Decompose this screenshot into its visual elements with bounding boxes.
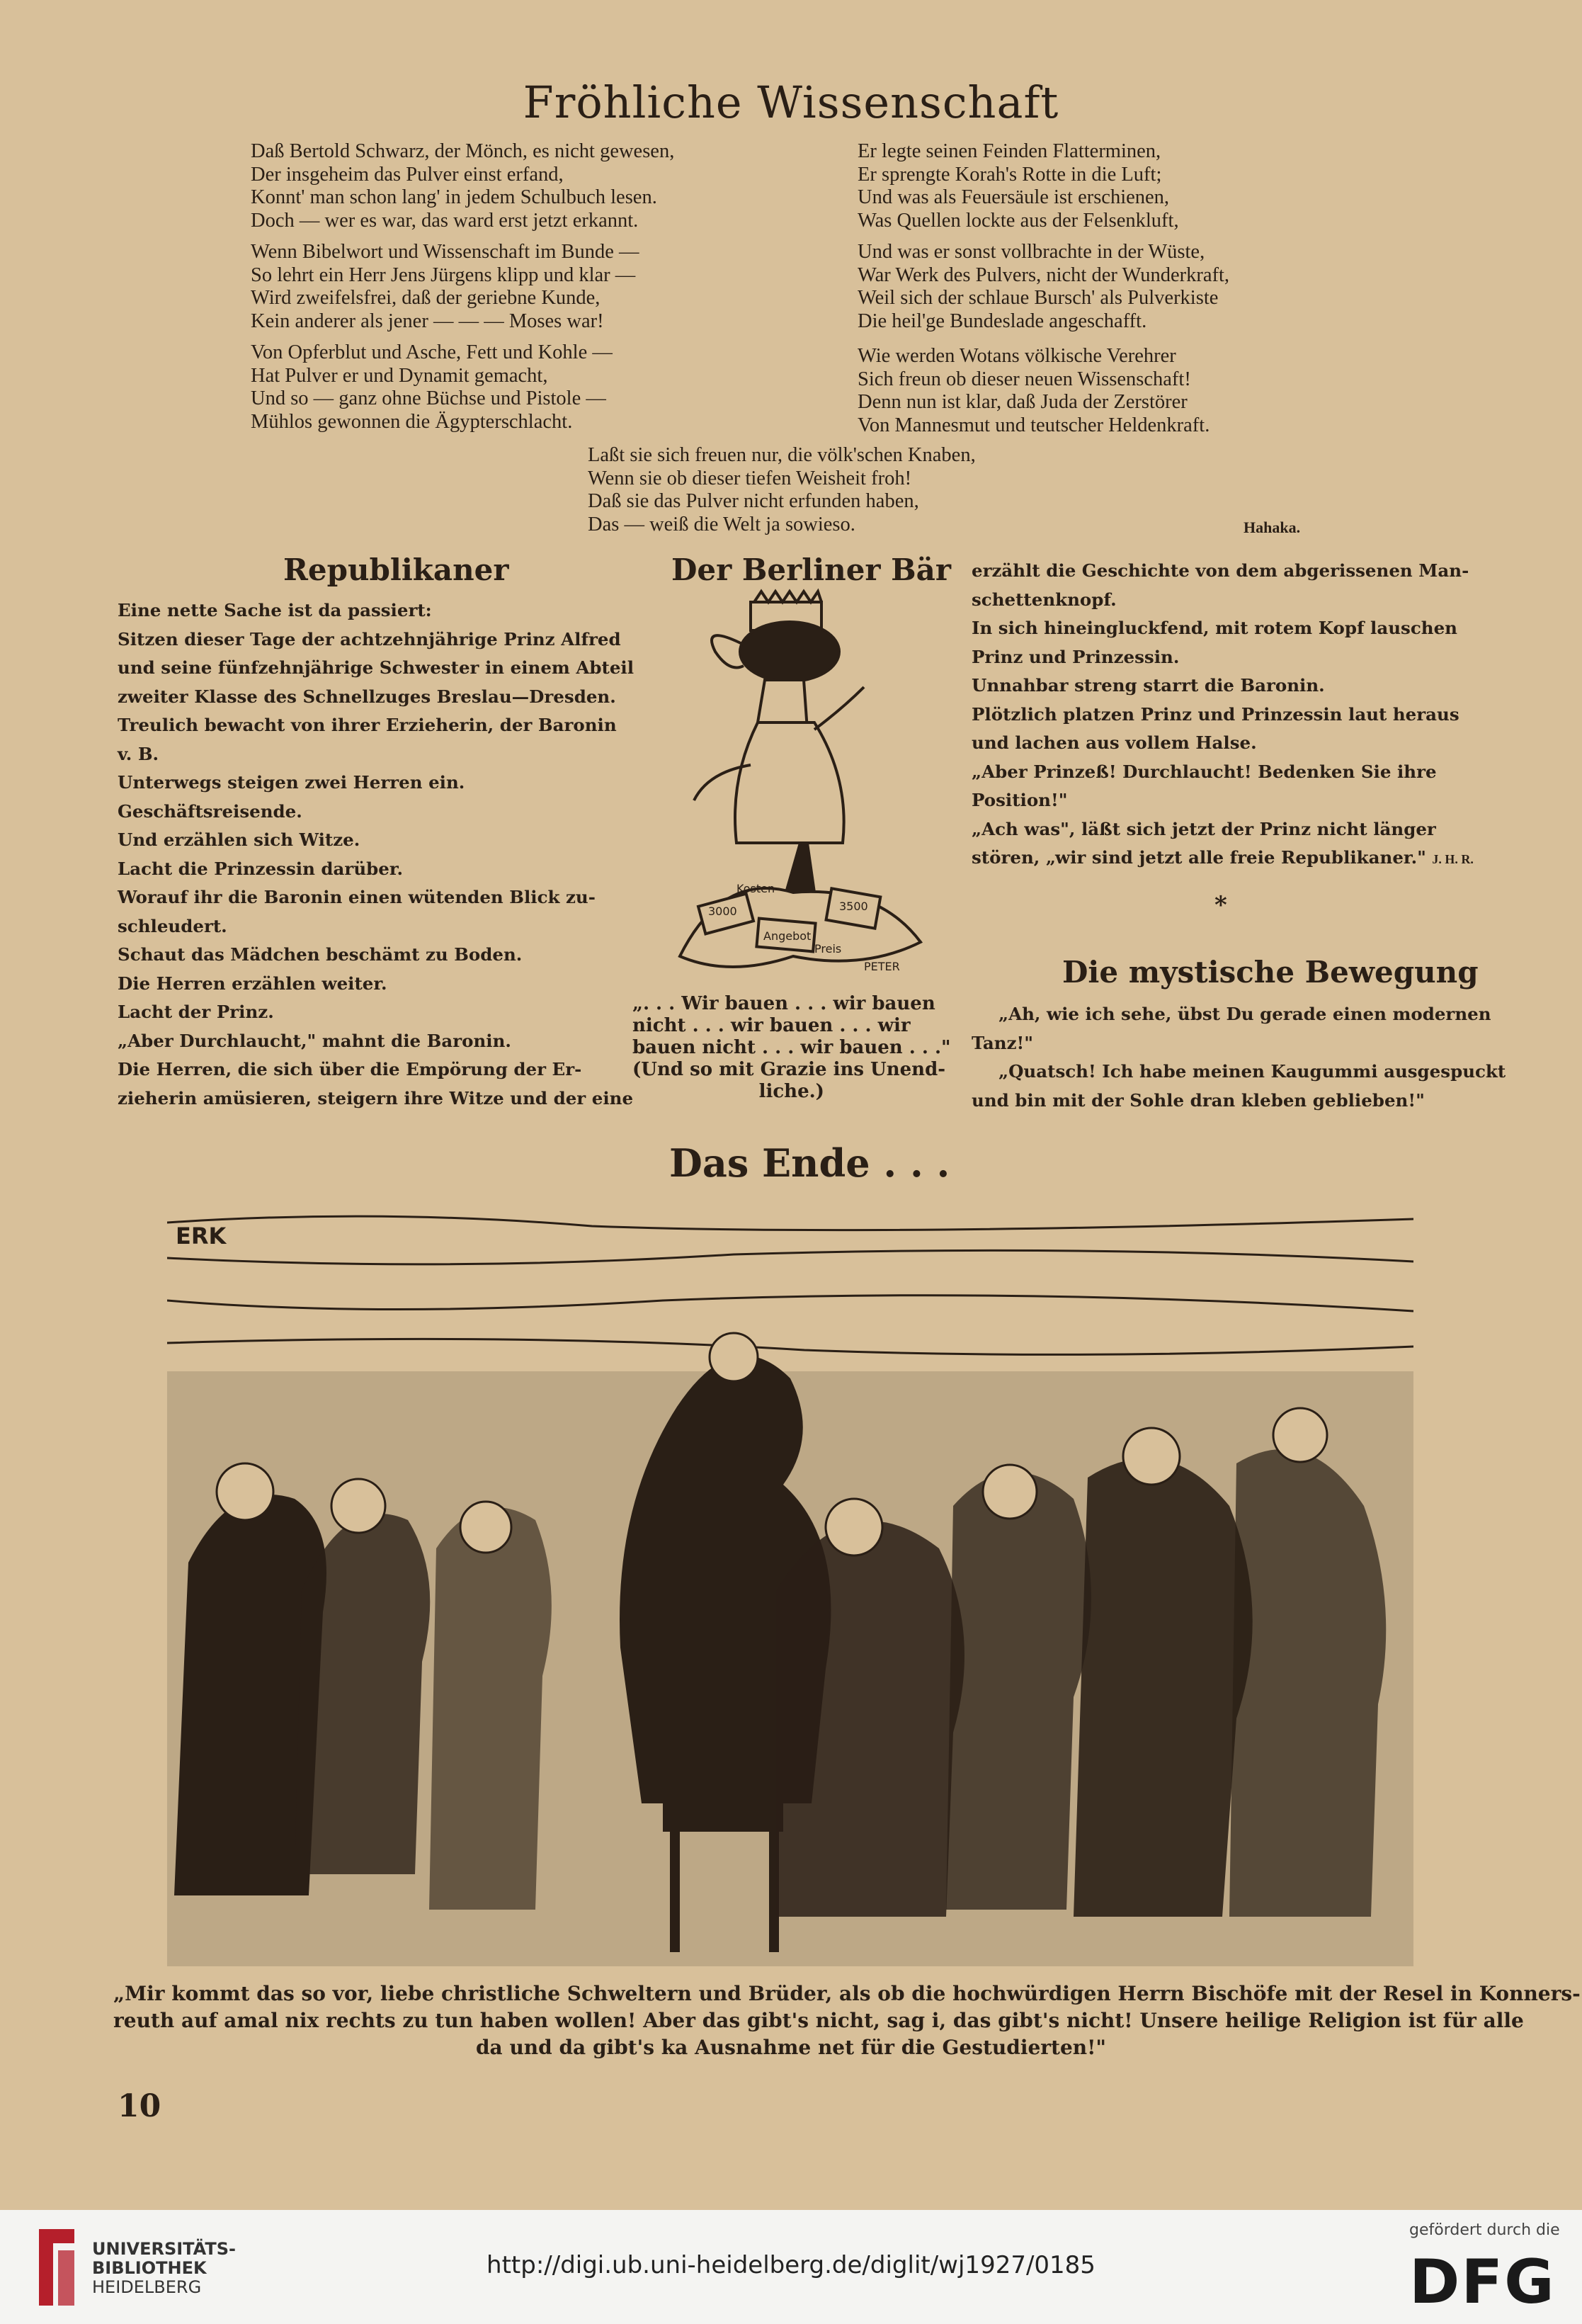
text-line: Eine nette Sache ist da passiert: [118,600,432,620]
text-line: zweiter Klasse des Schnellzuges Breslau—Dresden. [118,686,616,707]
poem-line: Wenn sie ob dieser tiefen Weisheit froh! [588,467,912,489]
poem-line: So lehrt ein Herr Jens Jürgens klipp und klar — [251,263,636,286]
text-line: Tanz!" [972,1032,1034,1053]
text-line: „Ah, wie ich sehe, übst Du gerade einen modernen [998,1004,1491,1024]
text-line: Unterwegs steigen zwei Herren ein. [118,772,465,793]
text-line: und lachen aus vollem Halse. [972,732,1257,753]
text-line: stören, „wir sind jetzt alle freie Republikaner." J. H. R. [972,847,1474,868]
paper-label: Angebot [763,929,812,943]
caption-line: bauen nicht . . . wir bauen . . ." [632,1037,951,1058]
text-line: v. B. [118,743,159,764]
text-line: In sich hineingluckfend, mit rotem Kopf lauschen [972,618,1457,638]
text-line: Und erzählen sich Witze. [118,829,360,850]
poem-line: Wenn Bibelwort und Wissenschaft im Bunde — [251,241,639,263]
text-line: Lacht die Prinzessin darüber. [118,858,404,879]
paper-label: Kosten [736,882,775,895]
page-number: 10 [118,2088,161,2124]
text-line: zieherin amüsieren, steigern ihre Witze und der eine [118,1087,634,1109]
text-line: Schaut das Mädchen beschämt zu Boden. [118,944,523,965]
poem-line: Er sprengte Korah's Rotte in die Luft; [858,163,1162,186]
text-line: „Aber Prinzeß! Durchlaucht! Bedenken Sie ihre [972,761,1437,782]
ende-title: Das Ende . . . [669,1140,950,1186]
poem-line: Weil sich der schlaue Bursch' als Pulverkiste [858,287,1219,309]
text-line: Geschäftsreisende. [118,800,302,822]
republikaner-title: Republikaner [283,552,509,587]
text-line: Sitzen dieser Tage der achtzehnjährige Prinz Alfred [118,628,621,650]
paper-label: Preis [814,942,842,956]
bear-illustration [637,588,942,985]
poem-right-stanza-2 [858,241,1229,333]
poem-line: Von Opferblut und Asche, Fett und Kohle — [251,341,613,363]
poem-line: Daß sie das Pulver nicht erfunden haben, [588,490,919,512]
poem-line: Er legte seinen Feinden Flatterminen, [858,140,1161,162]
document-url-link[interactable]: http://digi.ub.uni-heidelberg.de/diglit/wj1927/0185 [486,2251,1096,2279]
text-line: Die Herren, die sich über die Empörung der Er- [118,1059,582,1079]
poem-line: Denn nun ist klar, daß Juda der Zerstörer [858,391,1188,413]
artist-signature: ERK [176,1223,227,1249]
paper-label: 3000 [708,905,737,918]
poem-left-stanza-1 [251,140,674,232]
caption-line: liche.) [758,1081,824,1102]
poem-right-stanza-3 [858,345,1210,437]
poem-line: Und was er sonst vollbrachte in der Wüste, [858,241,1205,263]
university-library-name: UNIVERSITÄTS- BIBLIOTHEK HEIDELBERG [92,2239,237,2297]
funded-by-text: gefördert durch die [1409,2221,1560,2239]
poem-line: Mühlos gewonnen die Ägypterschlacht. [251,410,573,433]
republikaner-text-continued [972,557,1474,874]
caption-line: nicht . . . wir bauen . . . wir [632,1015,911,1036]
baer-caption [632,993,951,1103]
caption-line: (Und so mit Grazie ins Unend- [632,1059,946,1080]
poem-line: Kein anderer als jener — — — Moses war! [251,310,604,332]
text-line: Treulich bewacht von ihrer Erzieherin, der Baronin [118,715,617,735]
poem-line: Und was als Feuersäule ist erschienen, [858,186,1170,208]
poem-line: Von Mannesmut und teutscher Heldenkraft. [858,414,1210,436]
poem-line: Der insgeheim das Pulver einst erfand, [251,163,564,186]
poem-line: War Werk des Pulvers, nicht der Wunderkraft, [858,263,1230,286]
poem-left-stanza-3 [251,341,613,433]
text-line: Worauf ihr die Baronin einen wütenden Blick zu- [118,887,596,907]
poem-line: Sich freun ob dieser neuen Wissenschaft! [858,368,1191,390]
mystisch-title: Die mystische Bewegung [1062,955,1479,990]
poem-line: Und so — ganz ohne Büchse und Pistole — [251,387,606,409]
text-line: „Aber Durchlaucht," mahnt die Baronin. [118,1030,511,1051]
separator-asterisk: * [1214,891,1227,919]
viewer-footer [0,2210,1582,2324]
text-line: Die Herren erzählen weiter. [118,973,387,994]
republikaner-text [118,596,634,1113]
text-line: und seine fünfzehnjährige Schwester in einem Abteil [118,657,634,678]
caption-line: reuth auf amal nix rechts zu tun haben wollen! Aber das gibt's nicht, sag i, das gibt's nicht! Unsere heilige Religion ist für alle [113,2009,1524,2032]
text-line: schettenknopf. [972,589,1117,610]
text-line: Position!" [972,790,1068,810]
poem-title: Fröhliche Wissenschaft [523,76,1059,128]
text-line: erzählt die Geschichte von dem abgerissenen Man- [972,560,1469,581]
text-line: Plötzlich platzen Prinz und Prinzessin laut heraus [972,703,1459,725]
dfg-logo: DFG [1409,2247,1556,2318]
text-line: Unnahbar streng starrt die Baronin. [972,675,1325,696]
caption-line: „Mir kommt das so vor, liebe christliche Schweltern und Brüder, als ob die hochwürdigen Herrn Bischöfe mit der Resel in Konners- [113,1982,1581,2005]
poem-line: Daß Bertold Schwarz, der Mönch, es nicht gewesen, [251,140,675,162]
text-line: Lacht der Prinz. [118,1002,274,1022]
poem-final-stanza [588,444,976,536]
mystisch-text [972,1000,1506,1115]
poem-line: Das — weiß die Welt ja sowieso. [588,513,855,535]
paper-label: PETER [864,960,900,973]
poem-line: Laßt sie sich freuen nur, die völk'schen Knaben, [588,444,976,466]
poem-line: Hat Pulver er und Dynamit gemacht, [251,364,548,387]
poem-line: Die heil'ge Bundeslade angeschafft. [858,310,1147,332]
baer-title: Der Berliner Bär [671,552,952,587]
poem-line: Konnt' man schon lang' in jedem Schulbuch lesen. [251,186,657,208]
poem-right-stanza-1 [858,140,1179,232]
poem-line: Wie werden Wotans völkische Verehrer [858,345,1176,367]
republikaner-signature: J. H. R. [1432,852,1474,866]
ende-caption [113,1980,1581,2061]
text-line: Prinz und Prinzessin. [972,646,1180,667]
text-line: „Quatsch! Ich habe meinen Kaugummi ausgespuckt [998,1061,1506,1082]
text-line: und bin mit der Sohle dran kleben geblieben!" [972,1089,1425,1111]
paper-label: 3500 [839,900,868,913]
poem-signature: Hahaka. [1244,518,1301,536]
poem-left-stanza-2 [251,241,639,333]
poem-line: Doch — wer es war, das ward erst jetzt erkannt. [251,209,639,232]
caption-line: da und da gibt's ka Ausnahme net für die Gestudierten!" [475,2036,1107,2059]
poem-line: Was Quellen lockte aus der Felsenkluft, [858,209,1179,232]
text-line: schleudert. [118,915,227,936]
poem-line: Wird zweifelsfrei, daß der geriebne Kunde, [251,287,601,309]
crowd-illustration [167,1194,1413,1966]
caption-line: „. . . Wir bauen . . . wir bauen [632,993,935,1014]
text-line: „Ach was", läßt sich jetzt der Prinz nicht länger [972,818,1436,839]
